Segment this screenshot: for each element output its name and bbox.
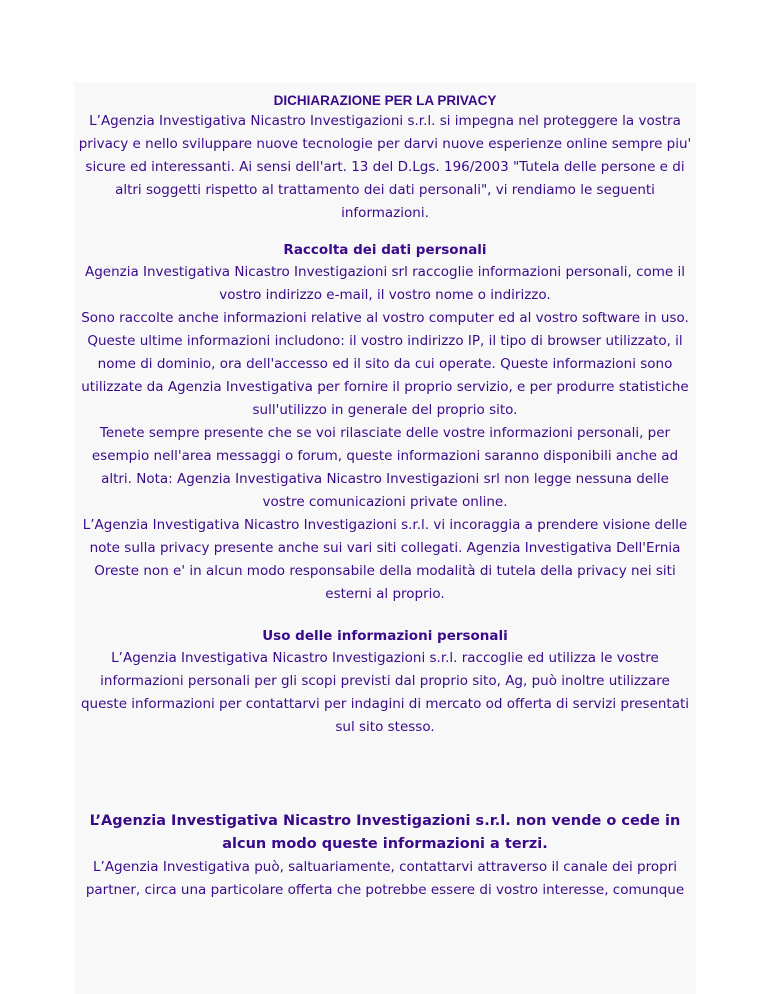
section-data-use [74, 625, 696, 739]
section-heading: Raccolta dei dati personali [283, 242, 487, 258]
section-paragraph: Tenete sempre presente che se voi rilasciate delle vostre informazioni personali, per esempio nell'area messaggi o forum, queste informazioni saranno disponibili anche ad altri. Nota: Agenzia Investigativa Nicastro Investigazioni srl non legge nessuna delle vostre comunicazioni private online. [91, 425, 679, 510]
section-paragraph: L’Agenzia Investigativa può, saltuariamente, contattarvi attraverso il canale dei propri partner, circa una particolare offerta che potrebbe essere di vostro interesse, comunque [85, 859, 685, 898]
section-paragraph: L’Agenzia Investigativa Nicastro Investigazioni s.r.l. raccoglie ed utilizza le vostre informazioni personali per gli scopi previsti dal proprio sito, Ag, può inoltre utilizzare queste informazioni per contattarvi per indagini di mercato od offerta di servizi presentati sul sito stesso. [80, 650, 690, 735]
section-paragraph: L’Agenzia Investigativa Nicastro Investigazioni s.r.l. vi incoraggia a prendere visione delle note sulla privacy presente anche sui vari siti collegati. Agenzia Investigativa Dell'Ernia Oreste non e' in alcun modo responsabile della modalità di tutela della privacy nei siti esterni al proprio. [82, 517, 688, 602]
section-paragraph: Sono raccolte anche informazioni relative al vostro computer ed al vostro software in uso. Queste ultime informazioni includono: il vostro indirizzo IP, il tipo di browser utilizzato, il nome di dominio, ora dell'accesso ed il sito da cui operate. Queste informazioni sono utilizzate da Agenzia Investigativa per fornire il proprio servizio, e per produrre statistiche sull'utilizzo in generale del proprio sito. [81, 310, 689, 418]
section-no-third-party [74, 810, 696, 902]
section-heading: L’Agenzia Investigativa Nicastro Investigazioni s.r.l. non vende o cede in alcun modo queste informazioni a terzi. [89, 813, 681, 852]
intro-paragraph: L’Agenzia Investigativa Nicastro Investigazioni s.r.l. si impegna nel proteggere la vostra privacy e nello sviluppare nuove tecnologie per darvi nuove esperienze online sempre piu' sicure ed interessanti. Ai sensi dell'art. 13 del D.Lgs. 196/2003 "Tutela delle persone e di altri soggetti rispetto al trattamento dei dati personali", vi rendiamo le seguenti informazioni. [78, 113, 692, 221]
privacy-document [74, 82, 696, 994]
section-paragraph: Agenzia Investigativa Nicastro Investigazioni srl raccoglie informazioni personali, come il vostro indirizzo e-mail, il vostro nome o indirizzo. [84, 264, 686, 303]
section-heading: Uso delle informazioni personali [262, 628, 508, 644]
section-data-collection [74, 239, 696, 606]
document-title: DICHIARAZIONE PER LA PRIVACY [273, 93, 497, 108]
